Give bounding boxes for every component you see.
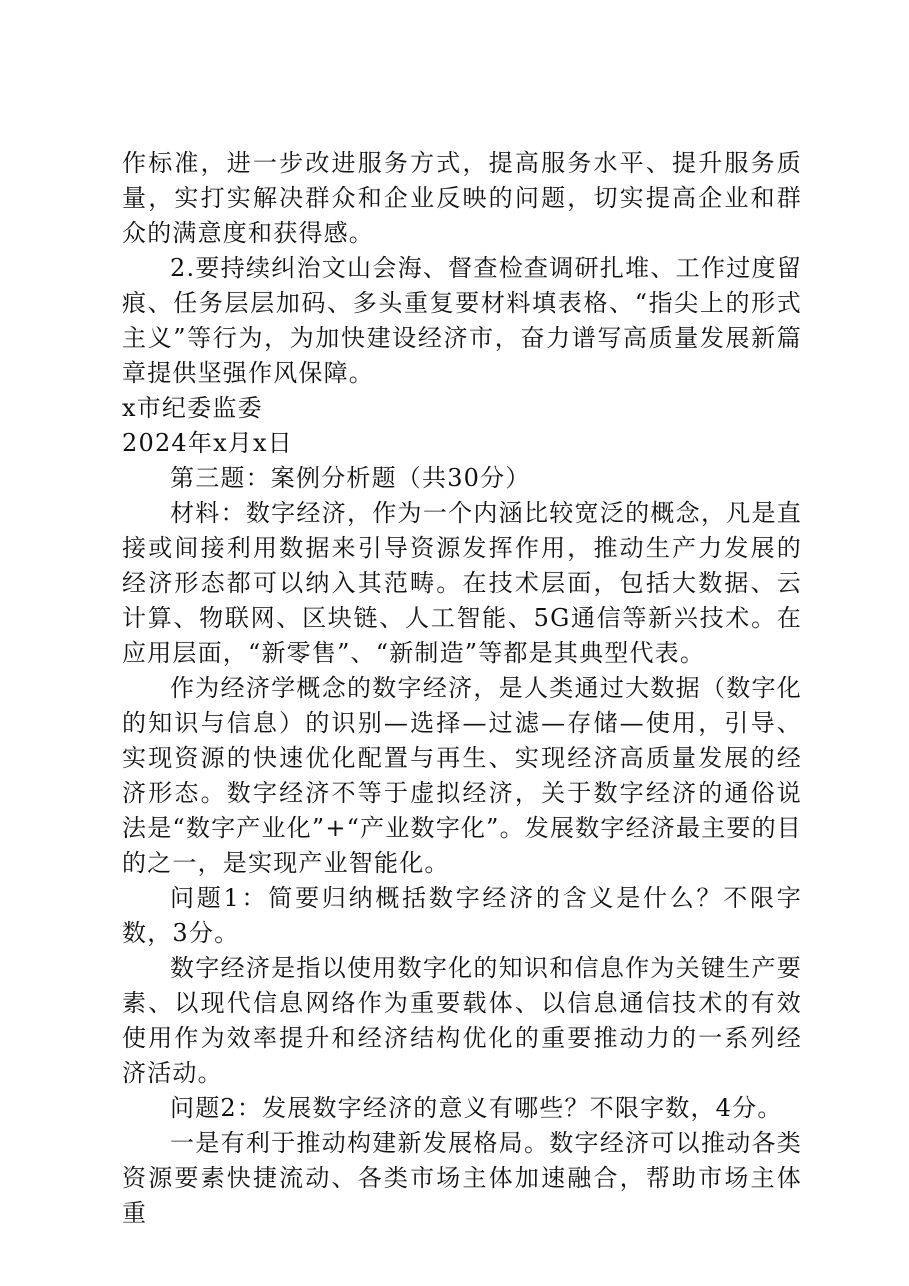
question-1: 问题1：简要归纳概括数字经济的含义是什么？不限字数，3分。 — [122, 884, 802, 947]
answer-1: 数字经济是指以使用数字化的知识和信息作为关键生产要素、以现代信息网络作为重要载体、以信息通信技术的有效使用作为效率提升和经济结构优化的重要推动力的一系列经济活动。 — [122, 954, 802, 1087]
paragraph-continuation: 作标准，进一步改进服务方式，提高服务水平、提升服务质量，实打实解决群众和企业反映的问题，切实提高企业和群众的满意度和获得感。 — [122, 149, 802, 247]
signature-org: x市纪委监委 — [122, 394, 263, 422]
question-2: 问题2：发展数字经济的意义有哪些？不限字数，4分。 — [170, 1094, 783, 1122]
material-paragraph: 材料：数字经济，作为一个内涵比较宽泛的概念，凡是直接或间接利用数据来引导资源发挥作用，推动生产力发展的经济形态都可以纳入其范畴。在技术层面，包括大数据、云计算、物联网、区块链、人工智能、5G通信等新兴技术。在应用层面，“新零售”、“新制造”等都是其典型代表。 — [122, 499, 802, 667]
paragraph-item-2: 2.要持续纠治文山会海、督查检查调研扎堆、工作过度留痕、任务层层加码、多头重复要材料填表格、“指尖上的形式主义”等行为，为加快建设经济市，奋力谱写高质量发展新篇章提供坚强作风保障。 — [122, 254, 802, 387]
document-body — [122, 146, 802, 1231]
signature-date: 2024年x月x日 — [122, 429, 293, 457]
answer-2: 一是有利于推动构建新发展格局。数字经济可以推动各类资源要素快捷流动、各类市场主体加速融合，帮助市场主体重 — [122, 1129, 802, 1227]
section-title: 第三题：案例分析题（共30分） — [170, 464, 531, 492]
material-paragraph: 作为经济学概念的数字经济，是人类通过大数据（数字化的知识与信息）的识别—选择—过滤—存储—使用，引导、实现资源的快速优化配置与再生、实现经济高质量发展的经济形态。数字经济不等于虚拟经济，关于数字经济的通俗说法是“数字产业化”+“产业数字化”。发展数字经济最主要的目的之一，是实现产业智能化。 — [122, 674, 802, 877]
